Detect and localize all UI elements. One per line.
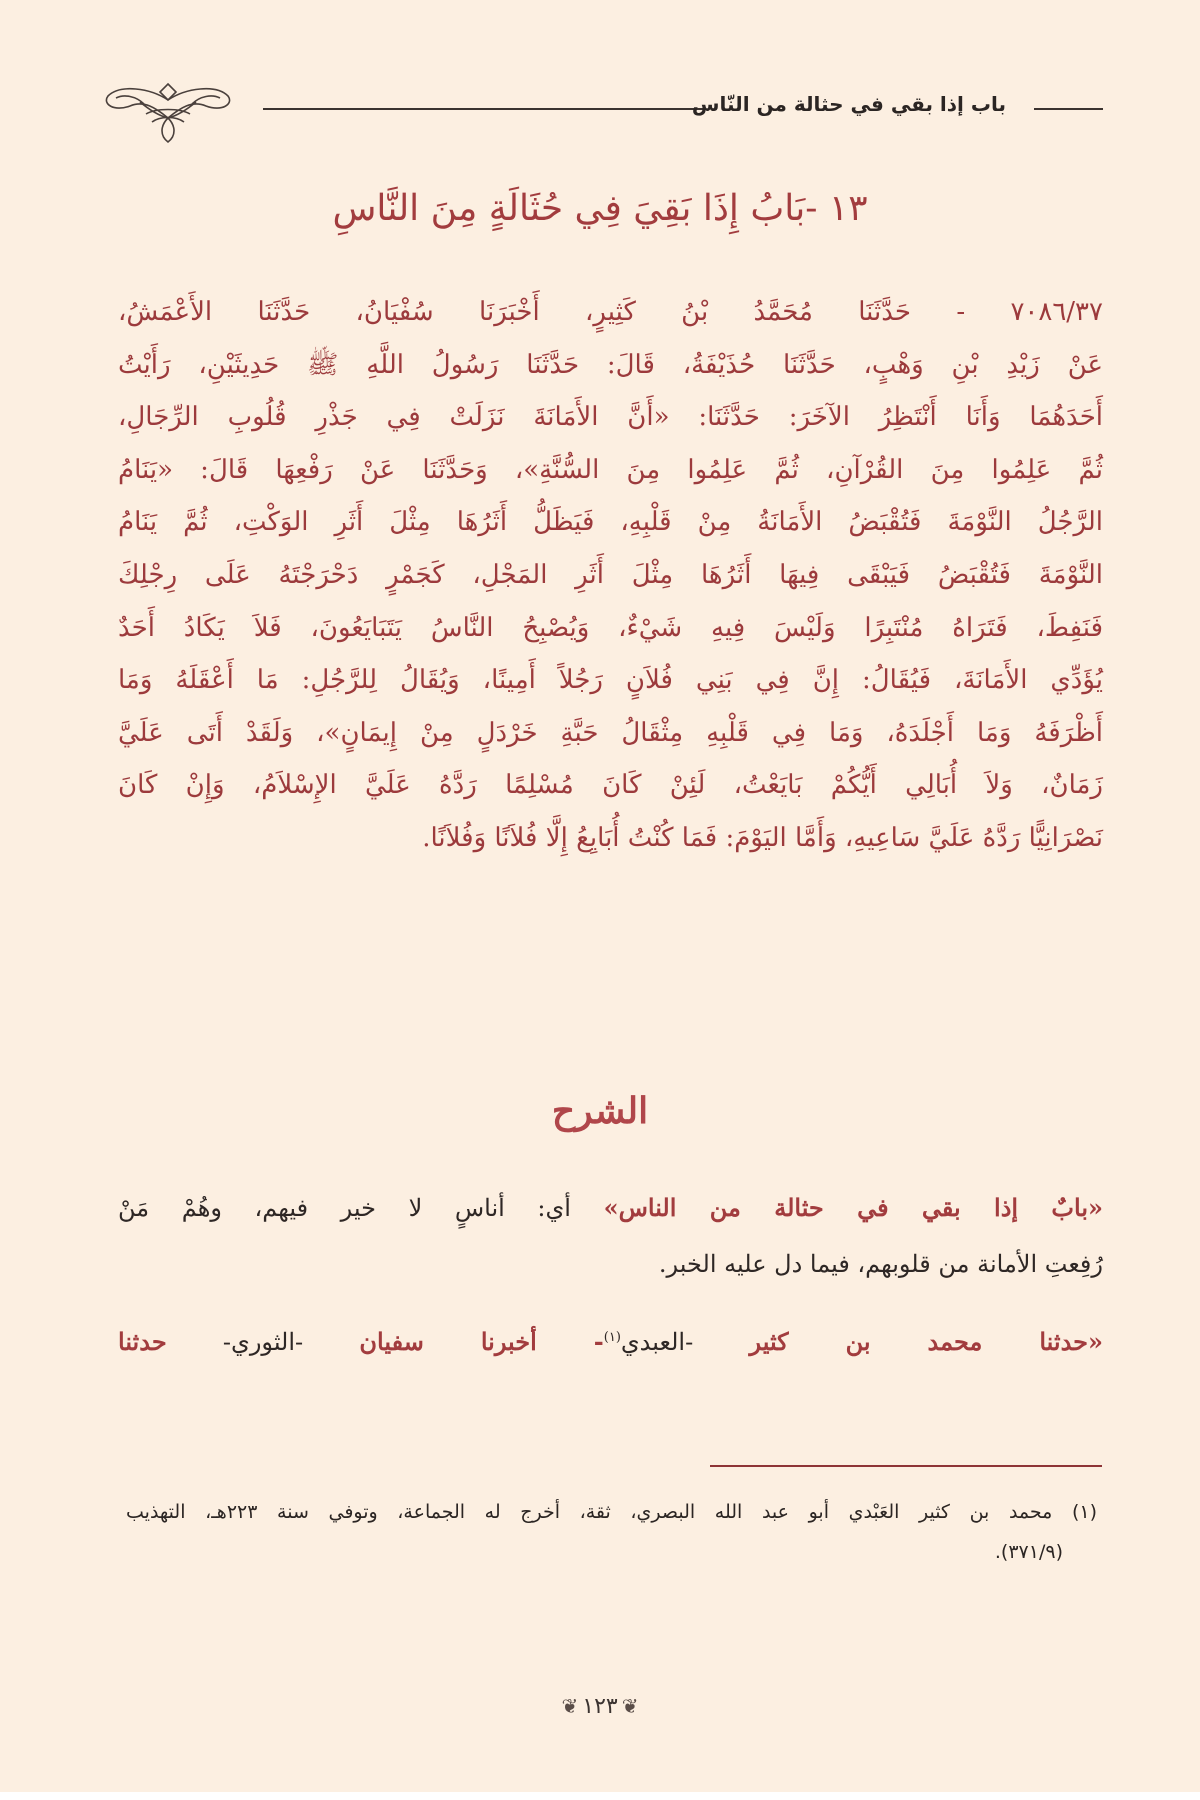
footnote-ref[interactable]: (١) — [603, 1330, 621, 1345]
flourish-icon: ❦ — [621, 1694, 639, 1718]
sharh-heading: الشرح — [551, 1090, 649, 1132]
hadith-line: زَمَانٌ، وَلاَ أُبَالِي أَيُّكُمْ بَايَعْتُ، لَئِنْ كَانَ مُسْلِمًا رَدَّهُ عَلَيَّ الإِسْلاَمُ، وَإِنْ كَانَ — [118, 770, 1103, 801]
hadith-line: أَحَدَهُمَا وَأَنَا أَنْتَظِرُ الآخَرَ: حَدَّثَنَا: «أَنَّ الأَمَانَةَ نَزَلَتْ فِي جَذْرِ قُلُوبِ الرِّجَالِ، — [118, 402, 1103, 433]
chapter-title: ١٣ -بَابُ إِذَا بَقِيَ فِي حُثَالَةٍ مِنَ النَّاسِ — [332, 188, 868, 229]
narrator-quote: - أخبرنا سفيان — [359, 1327, 604, 1356]
knot-ornament-icon — [100, 78, 236, 146]
quoted-title: «بابٌ إذا بقي في حثالة من الناس» — [603, 1193, 1103, 1222]
hadith-text — [118, 286, 1103, 865]
page-number — [530, 1688, 670, 1724]
commentary — [118, 1180, 1103, 1366]
narrator-note: -الثوري- — [166, 1328, 360, 1356]
footnote-line: (١) محمد بن كثير العَبْدي أبو عبد الله البصري، ثقة، أخرج له الجماعة، وتوفي سنة ٢٢٣هـ، التهذيب — [126, 1501, 1097, 1523]
narrator-quote: «حدثنا محمد بن كثير — [749, 1327, 1103, 1356]
footnote-divider — [710, 1465, 1102, 1467]
hadith-line: فَنَفِطَ، فَتَرَاهُ مُنْتَبِرًا وَلَيْسَ فِيهِ شَيْءٌ، وَيُصْبِحُ النَّاسُ يَتَبَايَعُونَ، فَلاَ يَكَادُ أَحَدٌ — [118, 612, 1103, 643]
flourish-icon: ❦ — [561, 1694, 579, 1718]
running-header: باب إذا بقي في حثالة من النّاس — [691, 92, 1006, 116]
commentary-line — [118, 1310, 1103, 1366]
footnote-line: (٣٧١/٩). — [994, 1541, 1063, 1563]
header-rule-right — [1034, 108, 1103, 110]
footnotes — [126, 1492, 1097, 1572]
hadith-line: ثُمَّ عَلِمُوا مِنَ القُرْآنِ، ثُمَّ عَلِمُوا مِنَ السُّنَّةِ»، وَحَدَّثَنَا عَنْ رَفْعِهَا قَالَ: «يَنَامُ — [118, 454, 1103, 485]
header-rule-left — [263, 108, 703, 110]
hadith-line: نَصْرَانِيًّا رَدَّهُ عَلَيَّ سَاعِيهِ، وَأَمَّا اليَوْمَ: فَمَا كُنْتُ أُبَايِعُ إِلَّا فُلاَنًا وَفُلاَنًا. — [422, 822, 1103, 853]
hadith-line: يُؤَدِّي الأَمَانَةَ، فَيُقَالُ: إِنَّ فِي بَنِي فُلاَنٍ رَجُلاً أَمِينًا، وَيُقَالُ لِلرَّجُلِ: مَا أَعْقَلَهُ وَمَا — [118, 665, 1103, 696]
hadith-line: الرَّجُلُ النَّوْمَةَ فَتُقْبَضُ الأَمَانَةُ مِنْ قَلْبِهِ، فَيَظَلُّ أَثَرُهَا مِثْلَ أَثَرِ الوَكْتِ، ثُمَّ يَنَامُ — [118, 507, 1103, 538]
narrator-note: -العبدي — [620, 1328, 750, 1356]
page-number-text: ١٢٣ — [582, 1693, 618, 1719]
narrator-quote: حدثنا — [118, 1327, 167, 1356]
commentary-text: أي: أناسٍ لا خير فيهم، وهُمْ مَنْ — [118, 1194, 604, 1222]
hadith-line: النَّوْمَةَ فَتُقْبَضُ فَيَبْقَى فِيهَا أَثَرُهَا مِثْلَ أَثَرِ المَجْلِ، كَجَمْرٍ دَحْرَجْتَهُ عَلَى رِجْلِكَ — [118, 559, 1103, 590]
hadith-line: عَنْ زَيْدِ بْنِ وَهْبٍ، حَدَّثَنَا حُذَيْفَةُ، قَالَ: حَدَّثَنَا رَسُولُ اللَّهِ ﷺ حَدِيثَيْنِ، رَأَيْتُ — [118, 349, 1103, 380]
hadith-line: أَظْرَفَهُ وَمَا أَجْلَدَهُ، وَمَا فِي قَلْبِهِ مِثْقَالُ حَبَّةِ خَرْدَلٍ مِنْ إِيمَانٍ»، وَلَقَدْ أَتَى عَلَيَّ — [118, 717, 1103, 748]
commentary-line — [118, 1180, 1103, 1236]
commentary-line: رُفِعتِ الأمانة من قلوبهم، فيما دل عليه الخبر. — [658, 1250, 1103, 1278]
hadith-line: ٧٠٨٦/٣٧ - حَدَّثَنَا مُحَمَّدُ بْنُ كَثِيرٍ، أَخْبَرَنَا سُفْيَانُ، حَدَّثَنَا الأَعْمَشُ، — [118, 297, 1103, 327]
